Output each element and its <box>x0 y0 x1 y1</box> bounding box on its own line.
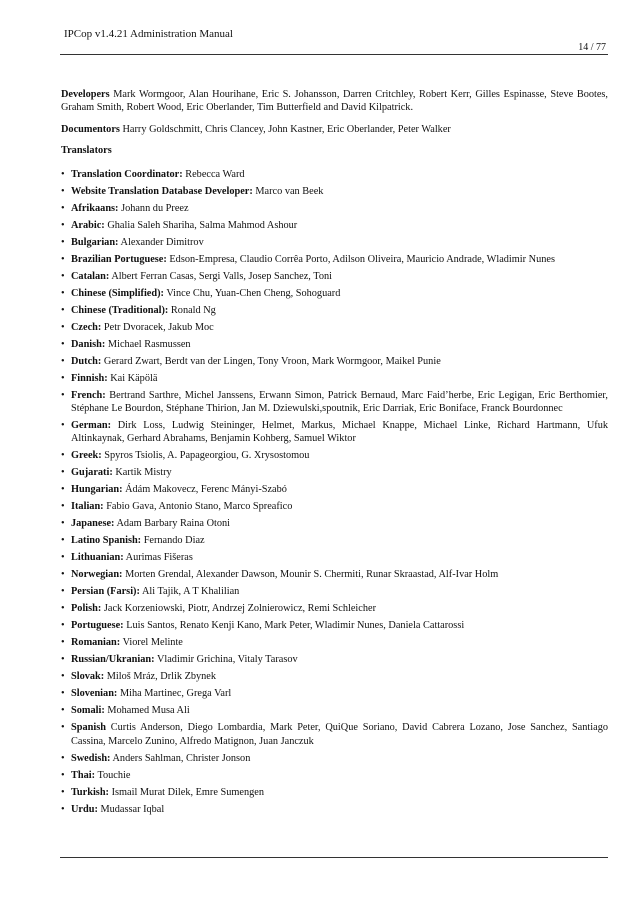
translator-language: Finnish: <box>71 372 108 384</box>
translator-names: Curtis Anderson, Diego Lombardia, Mark Peter, QuiQue Soriano, David Cabrera Lozano, Jose Sanchez, Santiago Cassina, Marcelo Zunino, Alfredo Matignon, Juan Janczuk <box>71 722 608 747</box>
translator-item <box>61 551 608 564</box>
translator-language: Turkish: <box>71 786 109 798</box>
translator-item <box>61 602 608 615</box>
bullet-icon: • <box>61 569 65 581</box>
bullet-icon: • <box>61 722 65 734</box>
page-number: 14 / 77 <box>578 42 606 53</box>
translator-language: Russian/Ukranian: <box>71 654 155 666</box>
translator-item <box>61 466 608 479</box>
translator-item <box>61 568 608 581</box>
bullet-icon: • <box>61 338 65 350</box>
translator-language: Chinese (Simplified): <box>71 287 164 299</box>
translator-names: Alexander Dimitrov <box>120 236 204 248</box>
translator-names: Aurimas Fišeras <box>125 552 193 564</box>
translator-names: Vladimir Grichina, Vitaly Tarasov <box>156 654 298 666</box>
bullet-icon: • <box>61 484 65 496</box>
translator-item <box>61 653 608 666</box>
translator-names: Petr Dvoracek, Jakub Moc <box>103 321 214 333</box>
translator-names: Ghalia Saleh Shariha, Salma Mahmod Ashour <box>107 219 298 231</box>
translator-language: Greek: <box>71 450 102 462</box>
bullet-icon: • <box>61 304 65 316</box>
translator-item <box>61 287 608 300</box>
translator-item <box>61 185 608 198</box>
translator-language: Gujarati: <box>71 467 113 479</box>
bullet-icon: • <box>61 270 65 282</box>
translator-names: Vince Chu, Yuan-Chen Cheng, Sohoguard <box>166 287 341 299</box>
bullet-icon: • <box>61 654 65 666</box>
translator-names: Marco van Beek <box>255 185 324 197</box>
bullet-icon: • <box>61 535 65 547</box>
footer-rule <box>60 857 608 858</box>
bullet-icon: • <box>61 586 65 598</box>
bullet-icon: • <box>61 202 65 214</box>
header-rule <box>60 54 608 55</box>
bullet-icon: • <box>61 389 65 401</box>
bullet-icon: • <box>61 450 65 462</box>
translator-names: Fabio Gava, Antonio Stano, Marco Spreafico <box>106 501 293 513</box>
translator-item <box>61 803 608 816</box>
translator-item <box>61 304 608 317</box>
translator-language: German: <box>71 420 112 432</box>
translator-item <box>61 372 608 385</box>
documentors-paragraph <box>61 123 608 136</box>
documentors-label: Documentors <box>61 123 120 135</box>
translators-list <box>61 168 608 817</box>
translator-names: Miha Martinec, Grega Varl <box>119 688 232 700</box>
translator-names: Dirk Loss, Ludwig Steininger, Helmet, Markus, Michael Knappe, Michael Linke, Richard Hartmann, Ufuk Altinkaynak, Gerhard Abrahams, Benjamin Kohberg, Samuel Wiktor <box>71 420 608 445</box>
translator-names: Touchie <box>97 769 131 781</box>
translator-language: Latino Spanish: <box>71 535 142 547</box>
running-header-title: IPCop v1.4.21 Administration Manual <box>64 28 233 40</box>
translator-item <box>61 534 608 547</box>
translator-language: Thai: <box>71 769 96 781</box>
bullet-icon: • <box>61 752 65 764</box>
bullet-icon: • <box>61 552 65 564</box>
bullet-icon: • <box>61 372 65 384</box>
developers-label: Developers <box>61 89 110 100</box>
translator-names: Ismail Murat Dilek, Emre Sumengen <box>111 786 264 798</box>
translator-names: Luis Santos, Renato Kenji Kano, Mark Peter, Wladimir Nunes, Daniela Cattarossi <box>126 620 465 632</box>
translator-item <box>61 670 608 683</box>
translator-names: Rebecca Ward <box>185 168 245 180</box>
bullet-icon: • <box>61 518 65 530</box>
translator-language: Lithuanian: <box>71 552 124 564</box>
translator-language: Dutch: <box>71 355 102 367</box>
translator-language: Polish: <box>71 603 102 615</box>
translator-names: Adam Barbary Raina Otoni <box>116 518 231 530</box>
bullet-icon: • <box>61 355 65 367</box>
translator-item <box>61 449 608 462</box>
translator-item <box>61 704 608 717</box>
translator-language: Chinese (Traditional): <box>71 304 169 316</box>
translator-item <box>61 270 608 283</box>
translator-language: Portuguese: <box>71 620 124 632</box>
translator-item <box>61 355 608 368</box>
translator-language: Arabic: <box>71 219 105 231</box>
bullet-icon: • <box>61 671 65 683</box>
translator-item <box>61 168 608 181</box>
translator-language: French: <box>71 389 106 401</box>
translator-language: Bulgarian: <box>71 236 119 248</box>
bullet-icon: • <box>61 803 65 815</box>
translator-language: Slovak: <box>71 671 105 683</box>
translator-names: Fernando Diaz <box>143 535 205 547</box>
translator-names: Bertrand Sarthre, Michel Janssens, Erwann Simon, Patrick Bernaud, Marc Faid’herbe, Eric Legigan, Eric Berthomier, Stéphane Le Bourdon, Stéphane Thirion, Jan M. Dziewulski,spoutnik, Eric Darriak, Eric Boniface, Franck Bourdonnec <box>71 389 608 415</box>
translator-language: Translation Coordinator: <box>71 168 183 180</box>
translator-language: Brazilian Portuguese: <box>71 253 167 265</box>
translator-item <box>61 721 608 748</box>
translator-item <box>61 619 608 632</box>
bullet-icon: • <box>61 168 65 180</box>
bullet-icon: • <box>61 786 65 798</box>
bullet-icon: • <box>61 705 65 717</box>
bullet-icon: • <box>61 688 65 700</box>
translator-language: Italian: <box>71 501 104 513</box>
translator-item <box>61 219 608 232</box>
translator-item <box>61 769 608 782</box>
translator-names: Johann du Preez <box>121 202 189 214</box>
translator-language: Norwegian: <box>71 569 123 581</box>
translator-names: Ronald Ng <box>170 304 216 316</box>
translator-language: Catalan: <box>71 270 110 282</box>
translator-names: Ádám Makovecz, Ferenc Mányi-Szabó <box>125 484 287 496</box>
bullet-icon: • <box>61 467 65 479</box>
translator-item <box>61 389 608 416</box>
translator-language: Urdu: <box>71 803 98 815</box>
translator-item <box>61 500 608 513</box>
bullet-icon: • <box>61 287 65 299</box>
translator-item <box>61 419 608 446</box>
page-content <box>61 88 608 820</box>
translator-item <box>61 636 608 649</box>
translator-language: Swedish: <box>71 752 111 764</box>
bullet-icon: • <box>61 236 65 248</box>
translator-language: Slovenian: <box>71 688 118 700</box>
translator-item <box>61 687 608 700</box>
translator-language: Czech: <box>71 321 102 333</box>
documentors-text: Harry Goldschmitt, Chris Clancey, John Kastner, Eric Oberlander, Peter Walker <box>122 123 451 135</box>
translator-item <box>61 202 608 215</box>
bullet-icon: • <box>61 219 65 231</box>
translators-heading: Translators <box>61 145 112 157</box>
translator-language: Hungarian: <box>71 484 123 496</box>
translator-language: Persian (Farsi): <box>71 586 140 598</box>
translator-names: Albert Ferran Casas, Sergi Valls, Josep Sanchez, Toni <box>111 270 332 282</box>
bullet-icon: • <box>61 321 65 333</box>
bullet-icon: • <box>61 620 65 632</box>
bullet-icon: • <box>61 185 65 197</box>
developers-text: Mark Wormgoor, Alan Hourihane, Eric S. Johansson, Darren Critchley, Robert Kerr, Gilles Espinasse, Steve Bootes, Graham Smith, Robert Wood, Eric Oberlander, Tim Butterfield and David Kilpatrick. <box>61 89 609 114</box>
translator-item <box>61 321 608 334</box>
translator-names: Miloš Mráz, Drlik Zbynek <box>106 671 217 683</box>
bullet-icon: • <box>61 769 65 781</box>
translator-item <box>61 517 608 530</box>
developers-paragraph <box>61 88 608 115</box>
translator-names: Viorel Melinte <box>122 637 183 649</box>
translator-language: Website Translation Database Developer: <box>71 185 253 197</box>
translator-item <box>61 585 608 598</box>
translator-names: Spyros Tsiolis, A. Papageorgiou, G. Xrysostomou <box>104 450 310 462</box>
translator-names: Gerard Zwart, Berdt van der Lingen, Tony Vroon, Mark Wormgoor, Maikel Punie <box>103 355 441 367</box>
bullet-icon: • <box>61 420 65 432</box>
bullet-icon: • <box>61 637 65 649</box>
translator-names: Kai Käpölä <box>110 372 158 384</box>
translator-names: Ali Tajik, A T Khalilian <box>141 586 240 598</box>
translator-item <box>61 483 608 496</box>
translator-language: Romanian: <box>71 637 121 649</box>
translator-names: Mudassar Iqbal <box>100 803 165 815</box>
translator-language: Afrikaans: <box>71 202 119 214</box>
translator-item <box>61 338 608 351</box>
translator-language: Spanish <box>71 722 106 734</box>
translator-names: Morten Grendal, Alexander Dawson, Mounir S. Chermiti, Runar Skraastad, Alf-Ivar Holm <box>125 569 499 581</box>
bullet-icon: • <box>61 253 65 265</box>
bullet-icon: • <box>61 501 65 513</box>
translator-language: Somali: <box>71 705 105 717</box>
translator-language: Japanese: <box>71 518 115 530</box>
translator-names: Jack Korzeniowski, Piotr, Andrzej Zolnierowicz, Remi Schleicher <box>103 603 376 615</box>
translator-names: Michael Rasmussen <box>107 338 191 350</box>
translator-names: Kartik Mistry <box>115 467 172 479</box>
translator-names: Anders Sahlman, Christer Jonson <box>112 752 251 764</box>
translator-item <box>61 786 608 799</box>
bullet-icon: • <box>61 603 65 615</box>
translator-item <box>61 236 608 249</box>
translator-item <box>61 253 608 266</box>
translator-names: Mohamed Musa Ali <box>107 705 190 717</box>
translator-names: Edson-Empresa, Claudio Corrêa Porto, Adilson Oliveira, Mauricio Andrade, Wladimir Nunes <box>169 253 555 265</box>
translator-language: Danish: <box>71 338 106 350</box>
translator-item <box>61 752 608 765</box>
